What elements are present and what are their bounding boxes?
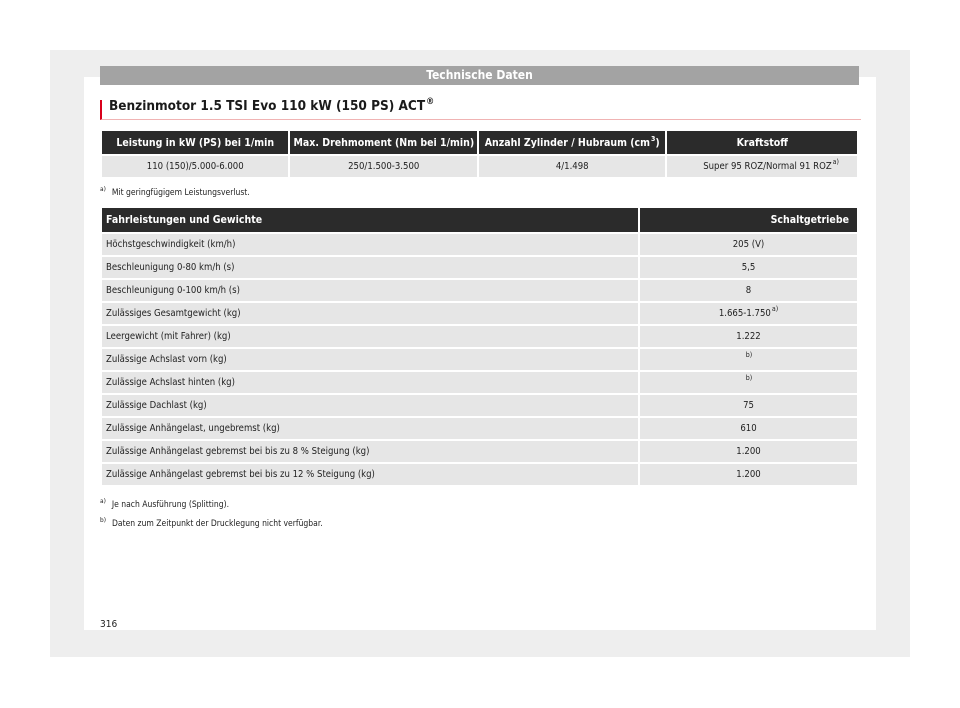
table-row: [102, 232, 857, 255]
row-value-text: 5,5: [741, 262, 756, 273]
table-row: [102, 278, 857, 301]
footnote-ref: b): [745, 374, 753, 382]
perf-table-header-row: [102, 208, 857, 232]
engine-header-cell: [479, 131, 665, 154]
row-value-text: 205 (V): [732, 239, 765, 250]
row-value: [640, 232, 857, 255]
row-value-text: 1.665-1.750: [718, 308, 771, 319]
registered-mark: ®: [426, 97, 435, 107]
table-row: [102, 416, 857, 439]
row-label: Zulässige Dachlast (kg): [102, 393, 638, 416]
table-row: [102, 393, 857, 416]
footnote: [100, 185, 250, 198]
footnote-text: Je nach Ausführung (Splitting).: [111, 500, 230, 510]
footnote: [100, 513, 323, 532]
title-text: Benzinmotor 1.5 TSI Evo 110 kW (150 PS) ACT: [109, 98, 426, 114]
footnote: [100, 494, 323, 513]
row-value: [640, 278, 857, 301]
footnote-label: a): [100, 497, 106, 505]
engine-cell: 4/1.498: [479, 154, 665, 177]
engine-header-cell: Leistung in kW (PS) bei 1/min: [102, 131, 288, 154]
row-value: [640, 324, 857, 347]
row-value: [640, 393, 857, 416]
row-value-text: 8: [745, 285, 752, 296]
table-row: [102, 324, 857, 347]
row-label: Zulässige Achslast hinten (kg): [102, 370, 638, 393]
row-value: [640, 255, 857, 278]
row-value: [640, 370, 857, 393]
row-value: [640, 439, 857, 462]
footnotes: [100, 494, 323, 532]
footnote-text: Daten zum Zeitpunkt der Drucklegung nicht verfügbar.: [112, 519, 323, 529]
page-title: [109, 98, 434, 114]
perf-header-cell: Fahrleistungen und Gewichte: [102, 208, 638, 232]
row-label: Beschleunigung 0-80 km/h (s): [102, 255, 638, 278]
footnote-text: Mit geringfügigem Leistungsverlust.: [111, 188, 250, 198]
engine-header-close: ): [655, 136, 660, 149]
footnote-ref: a): [832, 158, 839, 166]
row-label: Zulässige Achslast vorn (kg): [102, 347, 638, 370]
row-value: [640, 347, 857, 370]
table-row: [102, 347, 857, 370]
engine-cell: [667, 154, 857, 177]
engine-table-header-row: [102, 131, 857, 154]
engine-header-cell: Max. Drehmoment (Nm bei 1/min): [290, 131, 476, 154]
table-row: [102, 462, 857, 485]
engine-spec-table: [100, 131, 859, 177]
row-label: Leergewicht (mit Fahrer) (kg): [102, 324, 638, 347]
engine-header-cell: Kraftstoff: [667, 131, 857, 154]
row-value: [640, 301, 857, 324]
section-header: Technische Daten: [100, 66, 859, 85]
footnote-label: a): [100, 185, 106, 193]
row-label: Zulässige Anhängelast gebremst bei bis zu 8 % Steigung (kg): [102, 439, 638, 462]
row-label: Zulässige Anhängelast, ungebremst (kg): [102, 416, 638, 439]
engine-header-text: Anzahl Zylinder / Hubraum (cm: [484, 136, 650, 149]
row-value: [640, 416, 857, 439]
engine-cell: 250/1.500-3.500: [290, 154, 476, 177]
performance-table: [100, 208, 859, 485]
row-value-text: 1.200: [736, 446, 761, 457]
row-value-text: 1.200: [736, 469, 761, 480]
table-row: [102, 154, 857, 177]
footnote-ref: b): [745, 351, 753, 359]
row-value: [640, 462, 857, 485]
row-value-text: 1.222: [736, 331, 761, 342]
table-row: [102, 255, 857, 278]
table-row: [102, 370, 857, 393]
row-label: Zulässige Anhängelast gebremst bei bis zu 12 % Steigung (kg): [102, 462, 638, 485]
page-number: 316: [100, 619, 118, 630]
fuel-text: Super 95 ROZ/Normal 91 ROZ: [703, 161, 832, 172]
row-label: Zulässiges Gesamtgewicht (kg): [102, 301, 638, 324]
engine-cell: 110 (150)/5.000-6.000: [102, 154, 288, 177]
footnote-label: b): [100, 516, 106, 524]
perf-header-cell: Schaltgetriebe: [640, 208, 857, 232]
engine-header-sup: 3: [650, 134, 656, 143]
row-value-text: 75: [743, 400, 754, 411]
table-row: [102, 301, 857, 324]
row-label: Beschleunigung 0-100 km/h (s): [102, 278, 638, 301]
row-label: Höchstgeschwindigkeit (km/h): [102, 232, 638, 255]
table-row: [102, 439, 857, 462]
footnote-ref: a): [771, 305, 779, 313]
row-value-text: 610: [740, 423, 757, 434]
